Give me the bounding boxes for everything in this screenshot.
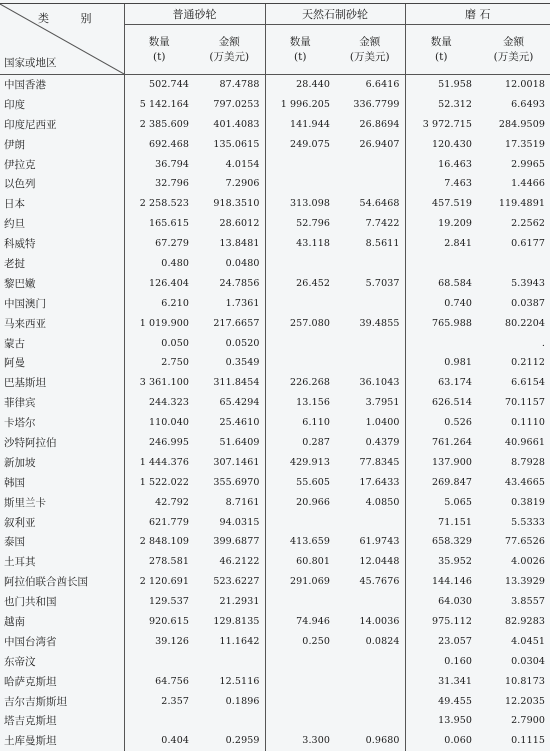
cell-stone-amt <box>335 651 405 671</box>
cell-ordinary-qty: 2 120.691 <box>139 576 189 588</box>
cell-ordinary-qty: 126.404 <box>149 277 189 289</box>
cell-ordinary-qty: 1 522.022 <box>139 476 189 488</box>
cell-stone-qty <box>265 154 335 174</box>
table-body <box>0 75 550 751</box>
cell-whetstone-amt: 12.0018 <box>505 79 545 91</box>
cell-stone-qty <box>265 711 335 731</box>
table-row <box>0 194 550 214</box>
cell-whetstone-qty: 49.455 <box>438 695 472 707</box>
cell-ordinary-qty: 39.126 <box>155 635 189 647</box>
cell-ordinary-amt: 46.2122 <box>194 552 265 572</box>
cell-whetstone-amt: 0.2112 <box>511 357 545 369</box>
cell-stone-amt: 3.7951 <box>335 393 405 413</box>
cell-stone-amt: 14.0036 <box>335 612 405 632</box>
cell-whetstone-amt: 0.0387 <box>511 297 545 309</box>
cell-whetstone-qty: 658.329 <box>432 536 472 548</box>
cell-stone-qty <box>265 592 335 612</box>
cell-stone-amt: 17.6433 <box>335 472 405 492</box>
cell-ordinary-amt: 135.0615 <box>194 134 265 154</box>
cell-ordinary-amt: 399.6877 <box>194 532 265 552</box>
table-row <box>0 154 550 174</box>
region-name: 土库曼斯坦 <box>0 731 124 751</box>
cell-ordinary-qty: 165.615 <box>149 218 189 230</box>
cell-stone-amt <box>335 174 405 194</box>
cell-whetstone-amt: 284.9509 <box>498 118 545 130</box>
subheader-amt-1: 金额 (万美元) <box>194 25 265 75</box>
region-name: 土耳其 <box>0 552 124 572</box>
cell-ordinary-amt: 0.1896 <box>194 691 265 711</box>
cell-ordinary-amt: 0.3549 <box>194 353 265 373</box>
cell-whetstone-amt: 119.4891 <box>498 198 545 210</box>
cell-whetstone-amt: 3.8557 <box>511 596 545 608</box>
cell-whetstone-amt: 10.8173 <box>505 675 545 687</box>
cell-ordinary-amt: 129.8135 <box>194 612 265 632</box>
cell-ordinary-qty: 2.357 <box>161 695 189 707</box>
cell-stone-amt <box>335 512 405 532</box>
table-row <box>0 214 550 234</box>
cell-ordinary-amt: 0.0480 <box>194 254 265 274</box>
cell-whetstone-qty: 765.988 <box>432 317 472 329</box>
header-diagonal-cell <box>0 4 124 75</box>
cell-whetstone-amt: 17.3519 <box>505 138 545 150</box>
cell-whetstone-amt: 5.5333 <box>511 516 545 528</box>
cell-ordinary-amt: 4.0154 <box>194 154 265 174</box>
cell-ordinary-qty: 920.615 <box>149 615 189 627</box>
table-row <box>0 433 550 453</box>
cell-stone-qty: 291.069 <box>290 576 330 588</box>
cell-stone-qty <box>265 293 335 313</box>
cell-ordinary-qty: 2.750 <box>161 357 189 369</box>
cell-whetstone-qty: 0.060 <box>444 735 472 747</box>
cell-stone-amt <box>335 592 405 612</box>
cell-ordinary-amt: 797.0253 <box>194 94 265 114</box>
cell-stone-amt <box>335 711 405 731</box>
cell-ordinary-qty: 621.779 <box>149 516 189 528</box>
cell-whetstone-qty: 7.463 <box>444 178 472 190</box>
group-header-natural-stone-wheel: 天然石制砂轮 <box>265 4 405 25</box>
cell-whetstone-amt: 6.6493 <box>511 98 545 110</box>
cell-whetstone-qty: 269.847 <box>432 476 472 488</box>
region-name: 卡塔尔 <box>0 413 124 433</box>
group-header-ordinary-wheel: 普通砂轮 <box>124 4 265 25</box>
cell-stone-amt: 61.9743 <box>335 532 405 552</box>
cell-whetstone-qty <box>405 333 477 353</box>
cell-stone-qty <box>265 651 335 671</box>
cell-whetstone-amt: 0.1110 <box>511 417 545 429</box>
cell-ordinary-amt: 918.3510 <box>194 194 265 214</box>
cell-ordinary-amt: 1.7361 <box>194 293 265 313</box>
cell-ordinary-qty: 2 385.609 <box>139 118 189 130</box>
subheader-qty-2: 数量 (t) <box>265 25 335 75</box>
cell-stone-qty: 43.118 <box>296 238 330 250</box>
cell-stone-qty: 74.946 <box>296 615 330 627</box>
cell-stone-amt: 336.7799 <box>335 94 405 114</box>
cell-whetstone-amt: 0.3819 <box>511 496 545 508</box>
cell-ordinary-amt: 24.7856 <box>194 273 265 293</box>
cell-whetstone-qty: 0.526 <box>444 417 472 429</box>
table-row <box>0 492 550 512</box>
cell-ordinary-qty: 67.279 <box>155 238 189 250</box>
cell-stone-amt: 36.1043 <box>335 373 405 393</box>
cell-whetstone-amt: 80.2204 <box>505 317 545 329</box>
table-row <box>0 512 550 532</box>
region-name: 阿拉伯联合酋长国 <box>0 572 124 592</box>
cell-whetstone-qty: 64.030 <box>438 596 472 608</box>
cell-ordinary-amt <box>194 711 265 731</box>
cell-whetstone-amt: 2.7900 <box>511 715 545 727</box>
region-name: 约旦 <box>0 214 124 234</box>
cell-stone-amt <box>335 671 405 691</box>
region-name: 伊拉克 <box>0 154 124 174</box>
table-row <box>0 691 550 711</box>
cell-whetstone-qty: 975.112 <box>432 615 472 627</box>
cell-whetstone-amt: 4.0026 <box>511 556 545 568</box>
region-name: 黎巴嫩 <box>0 273 124 293</box>
table-row <box>0 273 550 293</box>
cell-stone-amt: 5.7037 <box>335 273 405 293</box>
cell-whetstone-qty: 35.952 <box>438 556 472 568</box>
cell-whetstone-qty: 51.958 <box>438 79 472 91</box>
cell-whetstone-amt: 1.4466 <box>511 178 545 190</box>
cell-stone-qty: 28.440 <box>296 79 330 91</box>
cell-stone-qty: 13.156 <box>296 397 330 409</box>
group-header-whetstone: 磨 石 <box>405 4 550 25</box>
cell-ordinary-amt: 401.4083 <box>194 114 265 134</box>
cell-whetstone-qty: 19.209 <box>438 218 472 230</box>
cell-ordinary-amt: 7.2906 <box>194 174 265 194</box>
cell-whetstone-qty: 68.584 <box>438 277 472 289</box>
cell-stone-qty <box>265 174 335 194</box>
cell-stone-qty <box>265 512 335 532</box>
cell-whetstone-qty: 457.519 <box>432 198 472 210</box>
cell-whetstone-qty: 71.151 <box>438 516 472 528</box>
cell-whetstone-qty: 0.981 <box>444 357 472 369</box>
table-row <box>0 472 550 492</box>
cell-ordinary-amt: 8.7161 <box>194 492 265 512</box>
category-label: 类 别 <box>38 12 106 25</box>
region-name: 蒙古 <box>0 333 124 353</box>
cell-stone-qty: 249.075 <box>290 138 330 150</box>
cell-ordinary-amt: 13.8481 <box>194 234 265 254</box>
cell-whetstone-amt: 2.9965 <box>511 158 545 170</box>
cell-whetstone-qty: 23.057 <box>438 635 472 647</box>
cell-ordinary-qty: 502.744 <box>149 79 189 91</box>
cell-ordinary-qty: 692.468 <box>149 138 189 150</box>
cell-ordinary-qty: 36.794 <box>155 158 189 170</box>
region-name: 马来西亚 <box>0 313 124 333</box>
cell-ordinary-qty: 0.404 <box>161 735 189 747</box>
cell-ordinary-amt: 0.0520 <box>194 333 265 353</box>
cell-whetstone-amt: 12.2035 <box>505 695 545 707</box>
cell-whetstone-qty: 31.341 <box>438 675 472 687</box>
cell-stone-amt: 6.6416 <box>335 75 405 95</box>
cell-ordinary-amt: 217.6657 <box>194 313 265 333</box>
table-row <box>0 94 550 114</box>
cell-whetstone-amt: 0.6177 <box>511 238 545 250</box>
cell-stone-qty: 413.659 <box>290 536 330 548</box>
region-name: 中国香港 <box>0 75 124 95</box>
cell-stone-amt <box>335 333 405 353</box>
cell-whetstone-amt: 0.0304 <box>511 655 545 667</box>
cell-whetstone-amt: 2.2562 <box>511 218 545 230</box>
table-row <box>0 75 550 95</box>
cell-ordinary-qty: 110.040 <box>149 417 189 429</box>
region-name: 沙特阿拉伯 <box>0 433 124 453</box>
table-row <box>0 552 550 572</box>
cell-ordinary-qty: 6.210 <box>161 297 189 309</box>
cell-whetstone-amt: 0.1115 <box>511 735 545 747</box>
cell-ordinary-qty <box>124 711 194 731</box>
cell-ordinary-qty: 64.756 <box>155 675 189 687</box>
cell-whetstone-amt: 8.7928 <box>511 456 545 468</box>
region-name: 韩国 <box>0 472 124 492</box>
cell-ordinary-qty: 278.581 <box>149 556 189 568</box>
table-row <box>0 313 550 333</box>
cell-stone-qty: 429.913 <box>290 456 330 468</box>
table-row <box>0 114 550 134</box>
cell-whetstone-amt: 13.3929 <box>505 576 545 588</box>
cell-whetstone-qty: 52.312 <box>438 98 472 110</box>
table-row <box>0 134 550 154</box>
table-row <box>0 413 550 433</box>
cell-stone-qty: 226.268 <box>290 377 330 389</box>
table-row <box>0 671 550 691</box>
table-row <box>0 711 550 731</box>
cell-whetstone-qty: 5.065 <box>444 496 472 508</box>
cell-stone-amt: 39.4855 <box>335 313 405 333</box>
cell-stone-amt: 0.4379 <box>335 433 405 453</box>
cell-ordinary-qty: 244.323 <box>149 397 189 409</box>
table-row <box>0 254 550 274</box>
cell-ordinary-amt: 28.6012 <box>194 214 265 234</box>
cell-stone-amt <box>335 691 405 711</box>
region-name: 斯里兰卡 <box>0 492 124 512</box>
region-name: 新加坡 <box>0 452 124 472</box>
cell-ordinary-amt: 0.2959 <box>194 731 265 751</box>
region-name: 巴基斯坦 <box>0 373 124 393</box>
region-name: 老挝 <box>0 254 124 274</box>
cell-whetstone-amt: 5.3943 <box>511 277 545 289</box>
cell-whetstone-qty: 0.160 <box>444 655 472 667</box>
cell-stone-amt: 0.9680 <box>335 731 405 751</box>
cell-stone-amt: 77.8345 <box>335 452 405 472</box>
cell-ordinary-amt: 523.6227 <box>194 572 265 592</box>
cell-stone-qty: 313.098 <box>290 198 330 210</box>
cell-whetstone-qty: 63.174 <box>438 377 472 389</box>
region-name: 越南 <box>0 612 124 632</box>
cell-stone-amt: 54.6468 <box>335 194 405 214</box>
cell-stone-qty: 141.944 <box>290 118 330 130</box>
cell-stone-amt: 1.0400 <box>335 413 405 433</box>
region-name: 菲律宾 <box>0 393 124 413</box>
cell-whetstone-qty: 761.264 <box>432 436 472 448</box>
cell-ordinary-amt: 307.1461 <box>194 452 265 472</box>
region-name: 吉尔吉斯斯坦 <box>0 691 124 711</box>
table-row <box>0 353 550 373</box>
cell-ordinary-amt: 25.4610 <box>194 413 265 433</box>
region-name: 阿曼 <box>0 353 124 373</box>
abrasives-trade-table <box>0 4 550 751</box>
cell-stone-qty <box>265 691 335 711</box>
table-row <box>0 631 550 651</box>
cell-stone-amt: 26.8694 <box>335 114 405 134</box>
cell-stone-qty: 52.796 <box>296 218 330 230</box>
table-row <box>0 651 550 671</box>
table-row <box>0 333 550 353</box>
cell-ordinary-amt: 65.4294 <box>194 393 265 413</box>
table-row <box>0 393 550 413</box>
cell-whetstone-amt: 77.6526 <box>505 536 545 548</box>
subheader-amt-3: 金额 (万美元) <box>477 25 550 75</box>
cell-whetstone-qty: 137.900 <box>432 456 472 468</box>
cell-ordinary-qty: 42.792 <box>155 496 189 508</box>
cell-ordinary-amt <box>194 651 265 671</box>
table-row <box>0 452 550 472</box>
cell-whetstone-amt: 43.4665 <box>505 476 545 488</box>
table-row <box>0 731 550 751</box>
cell-stone-amt <box>335 293 405 313</box>
cell-stone-qty: 0.250 <box>302 635 330 647</box>
cell-whetstone-amt: 82.9283 <box>505 615 545 627</box>
region-name: 印度尼西亚 <box>0 114 124 134</box>
region-name: 叙利亚 <box>0 512 124 532</box>
cell-ordinary-amt: 311.8454 <box>194 373 265 393</box>
table-row <box>0 174 550 194</box>
region-name: 哈萨克斯坦 <box>0 671 124 691</box>
cell-ordinary-qty <box>124 651 194 671</box>
cell-stone-amt: 7.7422 <box>335 214 405 234</box>
region-name: 伊朗 <box>0 134 124 154</box>
table-row <box>0 572 550 592</box>
subheader-amt-2: 金额 (万美元) <box>335 25 405 75</box>
cell-ordinary-qty: 129.537 <box>149 596 189 608</box>
table-row <box>0 373 550 393</box>
region-name: 也门共和国 <box>0 592 124 612</box>
region-name: 中国澳门 <box>0 293 124 313</box>
table-row <box>0 592 550 612</box>
region-name: 东帝汶 <box>0 651 124 671</box>
subheader-qty-3: 数量 (t) <box>405 25 477 75</box>
cell-ordinary-amt: 94.0315 <box>194 512 265 532</box>
region-name: 印度 <box>0 94 124 114</box>
cell-whetstone-amt: 70.1157 <box>505 397 545 409</box>
cell-ordinary-qty: 1 444.376 <box>139 456 189 468</box>
region-name: 日本 <box>0 194 124 214</box>
cell-ordinary-qty: 32.796 <box>155 178 189 190</box>
cell-ordinary-qty: 2 848.109 <box>139 536 189 548</box>
cell-whetstone-qty: 2.841 <box>444 238 472 250</box>
region-name: 以色列 <box>0 174 124 194</box>
cell-stone-amt: 12.0448 <box>335 552 405 572</box>
cell-whetstone-qty: 626.514 <box>432 397 472 409</box>
cell-ordinary-qty: 1 019.900 <box>139 317 189 329</box>
cell-whetstone-amt <box>477 254 550 274</box>
cell-stone-qty: 257.080 <box>290 317 330 329</box>
cell-whetstone-qty: 0.740 <box>444 297 472 309</box>
cell-stone-qty: 20.966 <box>296 496 330 508</box>
cell-ordinary-amt: 12.5116 <box>194 671 265 691</box>
cell-ordinary-amt: 87.4788 <box>194 75 265 95</box>
region-name: 中国台湾省 <box>0 631 124 651</box>
cell-whetstone-qty: 120.430 <box>432 138 472 150</box>
region-name: 泰国 <box>0 532 124 552</box>
region-name: 塔吉克斯坦 <box>0 711 124 731</box>
cell-stone-amt: 4.0850 <box>335 492 405 512</box>
cell-stone-qty: 55.605 <box>296 476 330 488</box>
cell-stone-qty <box>265 333 335 353</box>
cell-stone-amt: 8.5611 <box>335 234 405 254</box>
cell-ordinary-qty: 2 258.523 <box>139 198 189 210</box>
cell-stone-qty: 1 996.205 <box>280 98 330 110</box>
cell-ordinary-qty: 246.995 <box>149 436 189 448</box>
cell-ordinary-amt: 51.6409 <box>194 433 265 453</box>
cell-whetstone-amt: 6.6154 <box>511 377 545 389</box>
cell-stone-qty <box>265 254 335 274</box>
region-name: 科威特 <box>0 234 124 254</box>
table-row <box>0 532 550 552</box>
cell-stone-qty: 6.110 <box>302 417 330 429</box>
cell-whetstone-qty <box>405 254 477 274</box>
cell-ordinary-amt: 21.2931 <box>194 592 265 612</box>
cell-stone-amt <box>335 353 405 373</box>
cell-ordinary-qty: 3 361.100 <box>139 377 189 389</box>
cell-stone-amt: 0.0824 <box>335 631 405 651</box>
cell-whetstone-qty: 3 972.715 <box>422 118 472 130</box>
cell-stone-qty: 60.801 <box>296 556 330 568</box>
cell-whetstone-qty: 13.950 <box>438 715 472 727</box>
cell-ordinary-amt: 11.1642 <box>194 631 265 651</box>
cell-stone-amt <box>335 154 405 174</box>
table-row <box>0 612 550 632</box>
cell-stone-amt: 45.7676 <box>335 572 405 592</box>
region-label: 国家或地区 <box>4 57 57 69</box>
cell-whetstone-amt: 40.9661 <box>505 436 545 448</box>
cell-ordinary-qty: 0.480 <box>161 257 189 269</box>
table-row <box>0 293 550 313</box>
cell-whetstone-qty: 144.146 <box>432 576 472 588</box>
cell-ordinary-qty: 0.050 <box>161 337 189 349</box>
cell-stone-amt: 26.9407 <box>335 134 405 154</box>
cell-stone-amt <box>335 254 405 274</box>
cell-ordinary-qty: 5 142.164 <box>139 98 189 110</box>
subheader-qty-1: 数量 (t) <box>124 25 194 75</box>
cell-stone-qty: 0.287 <box>302 436 330 448</box>
cell-whetstone-amt: 4.0451 <box>511 635 545 647</box>
cell-ordinary-amt: 355.6970 <box>194 472 265 492</box>
table-row <box>0 234 550 254</box>
cell-whetstone-amt: . <box>541 337 545 349</box>
cell-whetstone-qty: 16.463 <box>438 158 472 170</box>
cell-stone-qty: 26.452 <box>296 277 330 289</box>
cell-stone-qty <box>265 353 335 373</box>
cell-stone-qty <box>265 671 335 691</box>
cell-stone-qty: 3.300 <box>302 735 330 747</box>
